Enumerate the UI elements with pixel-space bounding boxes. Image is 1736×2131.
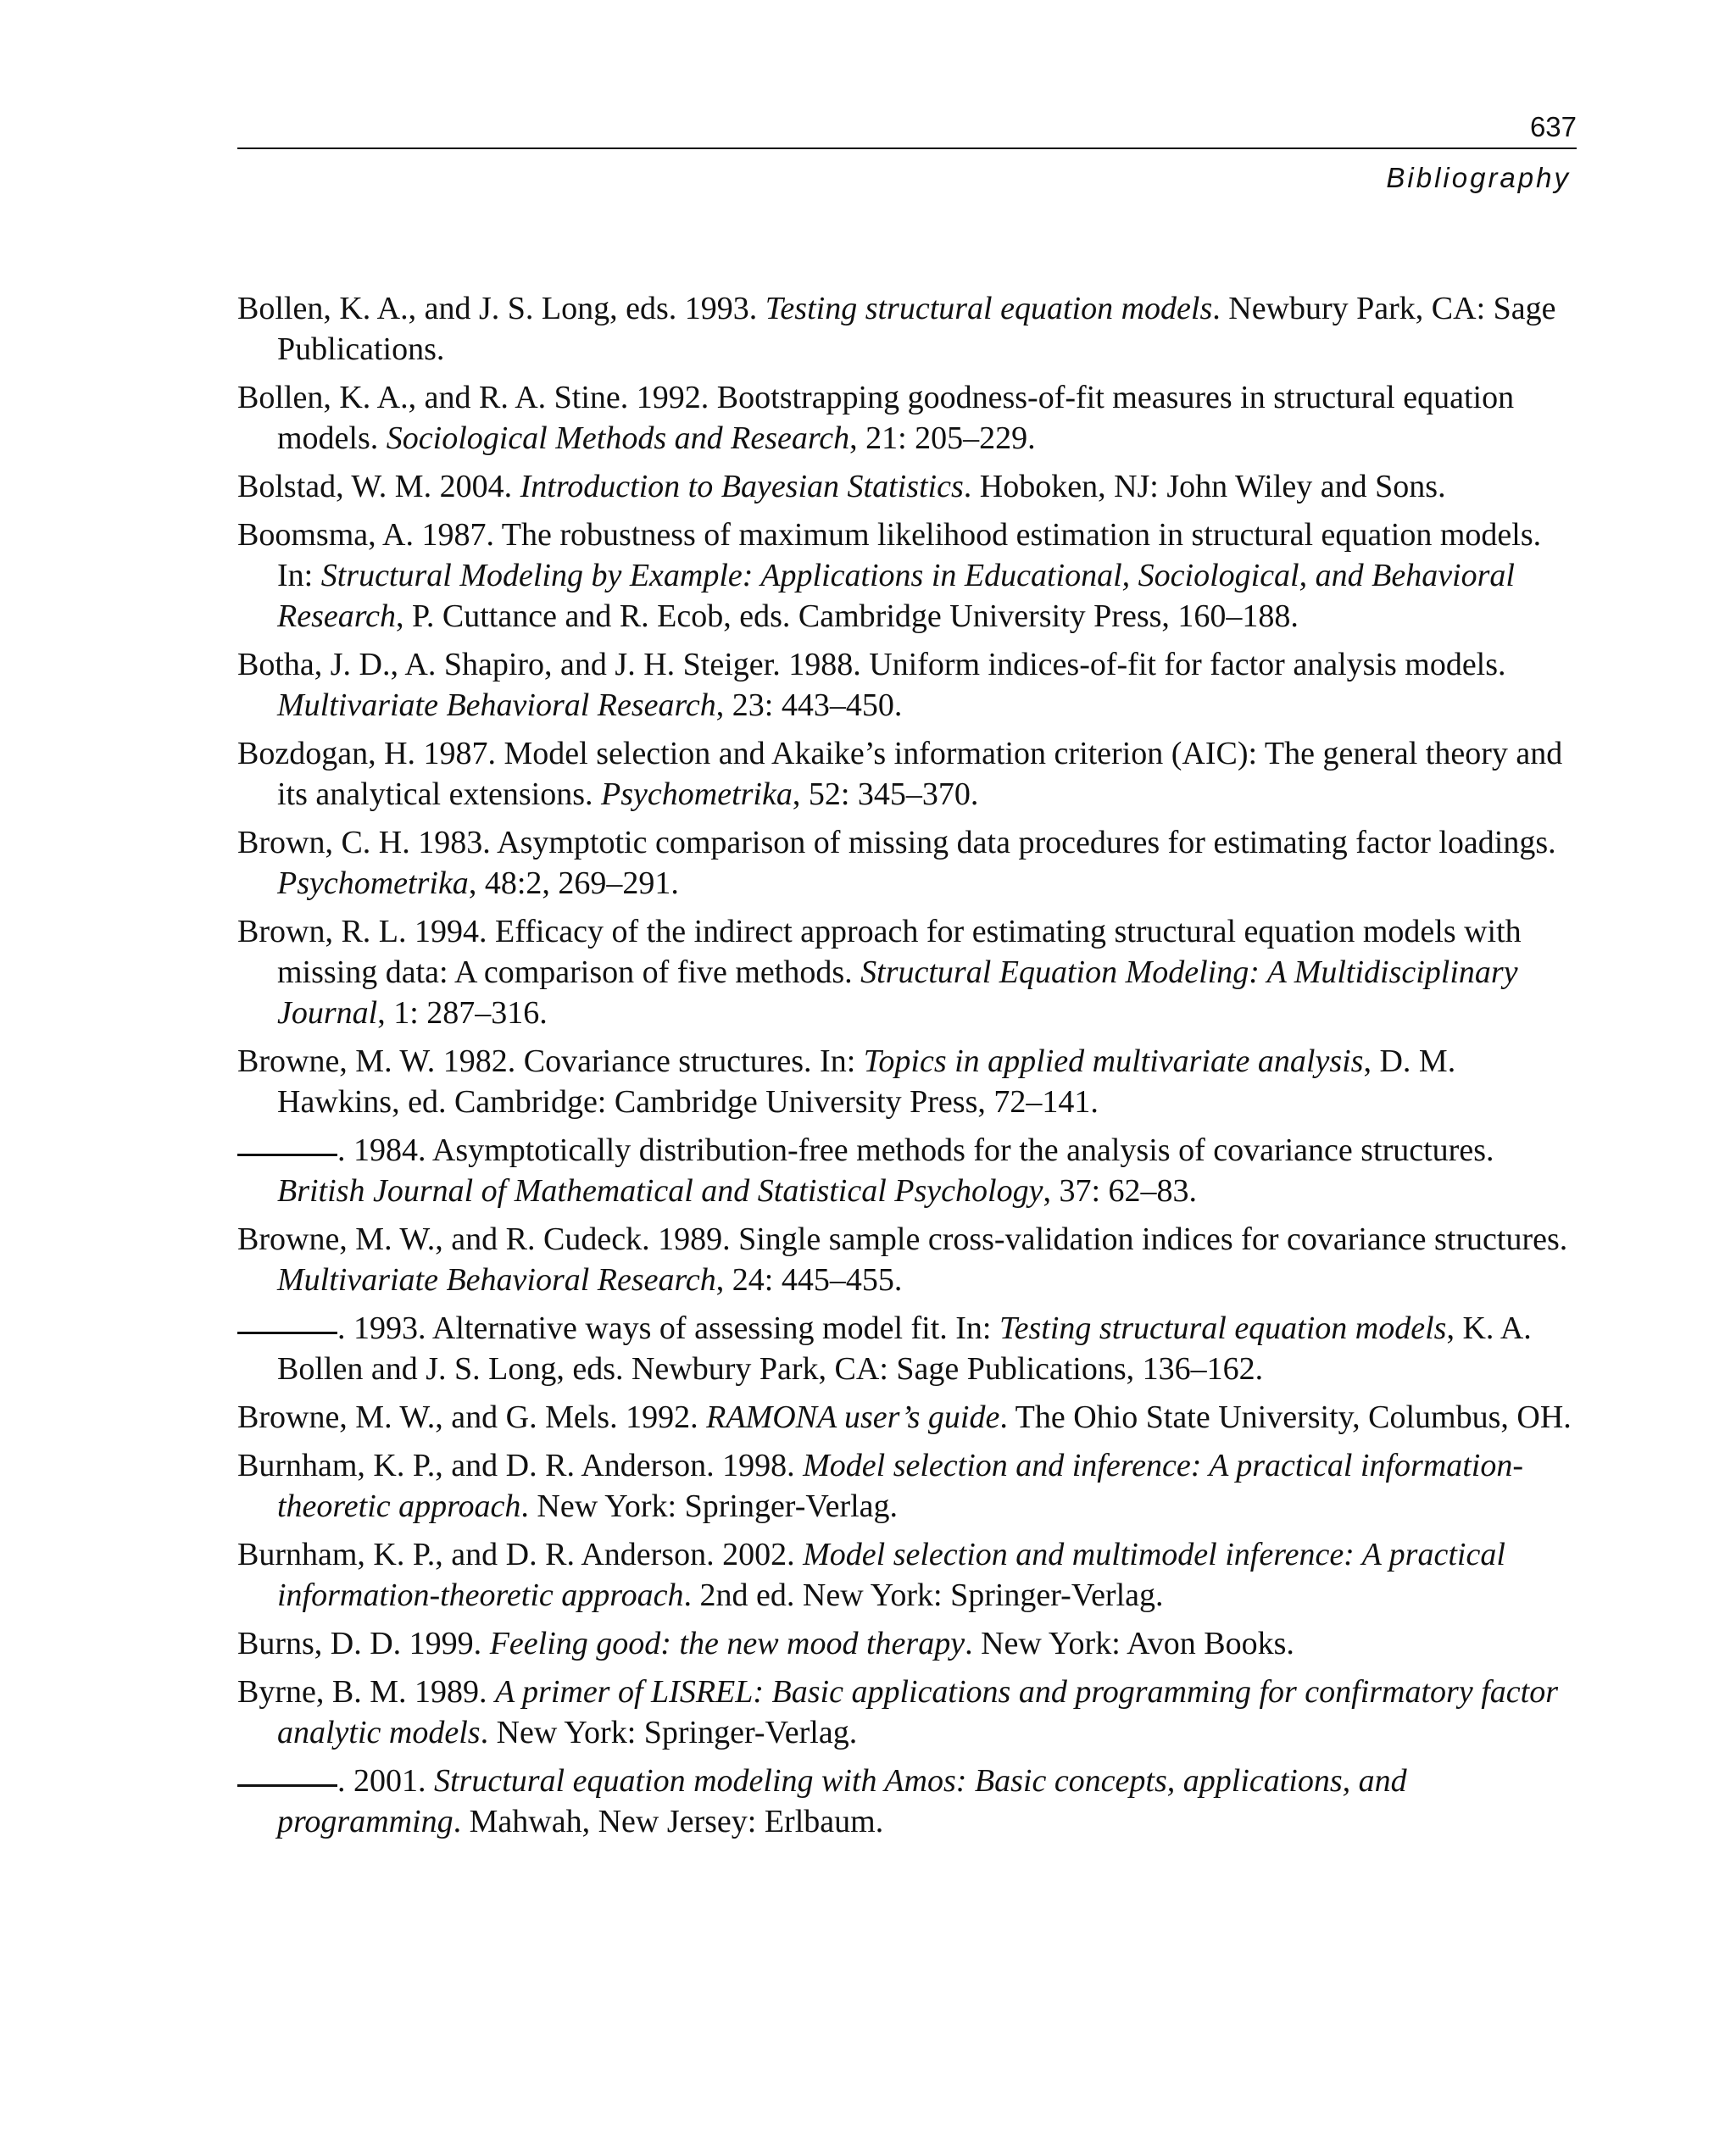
bibliography-entry (237, 1130, 1581, 1211)
entry-text: . 2nd ed. New York: Springer-Verlag. (683, 1577, 1164, 1613)
bibliography-entry (237, 1219, 1581, 1300)
entry-title: Testing structural equation models (765, 291, 1213, 326)
entry-title: RAMONA user’s guide (706, 1399, 1000, 1435)
entry-text: Brown, R. L. 1994. Efficacy of the indirect approach for estimating structural equation models with missing data: A comparison of five methods. (237, 914, 1522, 990)
entry-title: Topics in applied multivariate analysis (863, 1043, 1364, 1079)
entry-text: Browne, M. W., and G. Mels. 1992. (237, 1399, 707, 1435)
ditto-dash (237, 1154, 337, 1156)
entry-title: Model selection and multimodel inference: A practical information-theoretic approach (277, 1537, 1505, 1613)
entry-text: Browne, M. W., and R. Cudeck. 1989. Single sample cross-validation indices for covariance structures. (237, 1221, 1568, 1257)
bibliography-entry (237, 1308, 1581, 1389)
entry-text: . Newbury Park, CA: Sage Publications. (277, 291, 1556, 367)
entry-text: Bollen, K. A., and J. S. Long, eds. 1993. (237, 291, 765, 326)
entry-text: Byrne, B. M. 1989. (237, 1674, 495, 1710)
bibliography-entry (237, 1041, 1581, 1122)
entry-text: Boomsma, A. 1987. The robustness of maximum likelihood estimation in structural equation models. In: (237, 517, 1542, 593)
entry-title: Feeling good: the new mood therapy (489, 1626, 965, 1661)
entry-text: Bolstad, W. M. 2004. (237, 469, 520, 504)
entry-text: Browne, M. W. 1982. Covariance structures. In: (237, 1043, 864, 1079)
entry-text: . Hoboken, NJ: John Wiley and Sons. (963, 469, 1446, 504)
entry-title: Structural Equation Modeling: A Multidisciplinary Journal (277, 954, 1518, 1031)
bibliography-entry (237, 733, 1581, 815)
entry-text: , 21: 205–229. (849, 420, 1036, 456)
entry-title: Psychometrika (277, 865, 469, 901)
entry-title: Introduction to Bayesian Statistics (520, 469, 964, 504)
bibliography-entry (237, 515, 1581, 637)
bibliography-entry (237, 1623, 1581, 1664)
entry-text: . 1984. Asymptotically distribution-free methods for the analysis of covariance structures. (337, 1132, 1494, 1168)
entry-text: Bollen, K. A., and R. A. Stine. 1992. Bootstrapping goodness-of-fit measures in structural equation models. (237, 380, 1515, 456)
entry-title: Psychometrika (601, 776, 793, 812)
entry-text: . 1993. Alternative ways of assessing model fit. In: (337, 1310, 999, 1346)
entry-text: , 37: 62–83. (1043, 1173, 1198, 1209)
bibliography-entry (237, 377, 1581, 459)
bibliography-entry (237, 911, 1581, 1033)
entry-title: Sociological Methods and Research (386, 420, 850, 456)
entry-text: Bozdogan, H. 1987. Model selection and Akaike’s information criterion (AIC): The general theory and its analytical extensions. (237, 736, 1563, 812)
header-rule (237, 147, 1577, 149)
bibliography-entry (237, 1397, 1581, 1438)
page-number: 637 (1529, 111, 1577, 142)
entry-text: . The Ohio State University, Columbus, OH. (999, 1399, 1572, 1435)
entry-title: Structural Modeling by Example: Applications in Educational, Sociological, and Behavioral Research (277, 558, 1515, 634)
bibliography-entry (237, 1534, 1581, 1616)
bibliography-entry (237, 644, 1581, 726)
entry-text: , 23: 443–450. (715, 687, 903, 723)
entry-text: Botha, J. D., A. Shapiro, and J. H. Steiger. 1988. Uniform indices-of-fit for factor analysis models. (237, 647, 1506, 682)
entry-text: . New York: Avon Books. (965, 1626, 1294, 1661)
entry-text: , 48:2, 269–291. (468, 865, 679, 901)
bibliography-entry (237, 822, 1581, 904)
entry-text: . 2001. (337, 1763, 434, 1799)
entry-text: . New York: Springer-Verlag. (520, 1488, 899, 1524)
entry-title: Multivariate Behavioral Research (277, 1262, 716, 1298)
bibliography-entry (237, 1761, 1581, 1842)
entry-title: Model selection and inference: A practical information-theoretic approach (277, 1448, 1524, 1524)
entry-text: , P. Cuttance and R. Ecob, eds. Cambridge University Press, 160–188. (395, 598, 1299, 634)
bibliography-entry (237, 1445, 1581, 1527)
bibliography-list (237, 288, 1581, 1850)
entry-text: , D. M. Hawkins, ed. Cambridge: Cambridge University Press, 72–141. (277, 1043, 1456, 1120)
bibliography-entry (237, 466, 1581, 507)
entry-text: , 24: 445–455. (715, 1262, 903, 1298)
entry-text: , 1: 287–316. (377, 995, 548, 1031)
entry-text: Burns, D. D. 1999. (237, 1626, 490, 1661)
entry-text: Brown, C. H. 1983. Asymptotic comparison of missing data procedures for estimating factor loadings. (237, 825, 1556, 860)
bibliography-entry (237, 288, 1581, 370)
entry-text: Burnham, K. P., and D. R. Anderson. 1998. (237, 1448, 804, 1483)
entry-text: . New York: Springer-Verlag. (480, 1715, 858, 1750)
entry-text: . Mahwah, New Jersey: Erlbaum. (453, 1804, 884, 1839)
entry-title: Testing structural equation models (999, 1310, 1447, 1346)
entry-text: Burnham, K. P., and D. R. Anderson. 2002. (237, 1537, 804, 1572)
ditto-dash (237, 1332, 337, 1334)
entry-title: Structural equation modeling with Amos: Basic concepts, applications, and programming (277, 1763, 1407, 1839)
entry-text: , K. A. Bollen and J. S. Long, eds. Newbury Park, CA: Sage Publications, 136–162. (277, 1310, 1532, 1387)
entry-title: A primer of LISREL: Basic applications and programming for confirmatory factor analytic models (277, 1674, 1558, 1750)
ditto-dash (237, 1784, 337, 1787)
entry-title: Multivariate Behavioral Research (277, 687, 716, 723)
entry-text: , 52: 345–370. (792, 776, 979, 812)
bibliography-entry (237, 1672, 1581, 1753)
running-head: Bibliography (1386, 162, 1571, 193)
entry-title: British Journal of Mathematical and Statistical Psychology (277, 1173, 1043, 1209)
